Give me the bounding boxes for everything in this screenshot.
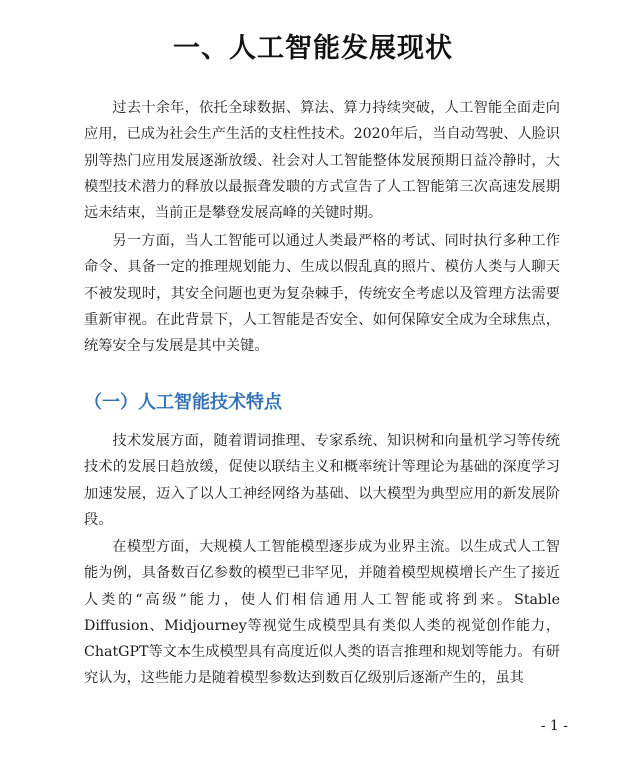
page-number: - 1 -	[540, 718, 568, 734]
page-title: 一、人工智能发展现状	[173, 33, 453, 64]
body-paragraph: 另一方面，当人工智能可以通过人类最严格的考试、同时执行多种工作命令、具备一定的推理规划能力、生成以假乱真的照片、模仿人类与人聊天不被发现时，其安全问题也更为复杂棘手，传统安全考虑以及管理方法需要重新审视。在此背景下，人工智能是否安全、如何保障安全成为全球焦点，统筹安全与发展是其中关键。	[84, 233, 560, 355]
section-paragraph: 在模型方面，大规模人工智能模型逐步成为业界主流。以生成式人工智能为例，具备数百亿参数的模型已非罕见，并随着模型规模增长产生了接近人类的“高级”能力，使人们相信通用人工智能或将到来。Stable Diffusion、Midjourney等视觉生成模型具有类似人类的视觉创作能力，ChatGPT等文本生成模型具有高度近似人类的语言推理和规划等能力。有研究认为，这些能力是随着模型参数达到数百亿级别后逐渐产生的，虽其	[84, 539, 560, 687]
section-paragraph: 技术发展方面，随着谓词推理、专家系统、知识树和向量机学习等传统技术的发展日趋放缓，促使以联结主义和概率统计等理论为基础的深度学习加速发展，迈入了以人工神经网络为基础、以大模型为典型应用的新发展阶段。	[84, 433, 560, 528]
section-heading: （一）人工智能技术特点	[84, 392, 282, 413]
body-paragraph: 过去十余年，依托全球数据、算法、算力持续突破，人工智能全面走向应用，已成为社会生产生活的支柱性技术。2020年后，当自动驾驶、人脸识别等热门应用发展逐渐放缓、社会对人工智能整体发展预期日益冷静时，大模型技术潜力的释放以最振聋发聩的方式宣告了人工智能第三次高速发展期远未结束，当前正是攀登发展高峰的关键时期。	[84, 100, 560, 222]
